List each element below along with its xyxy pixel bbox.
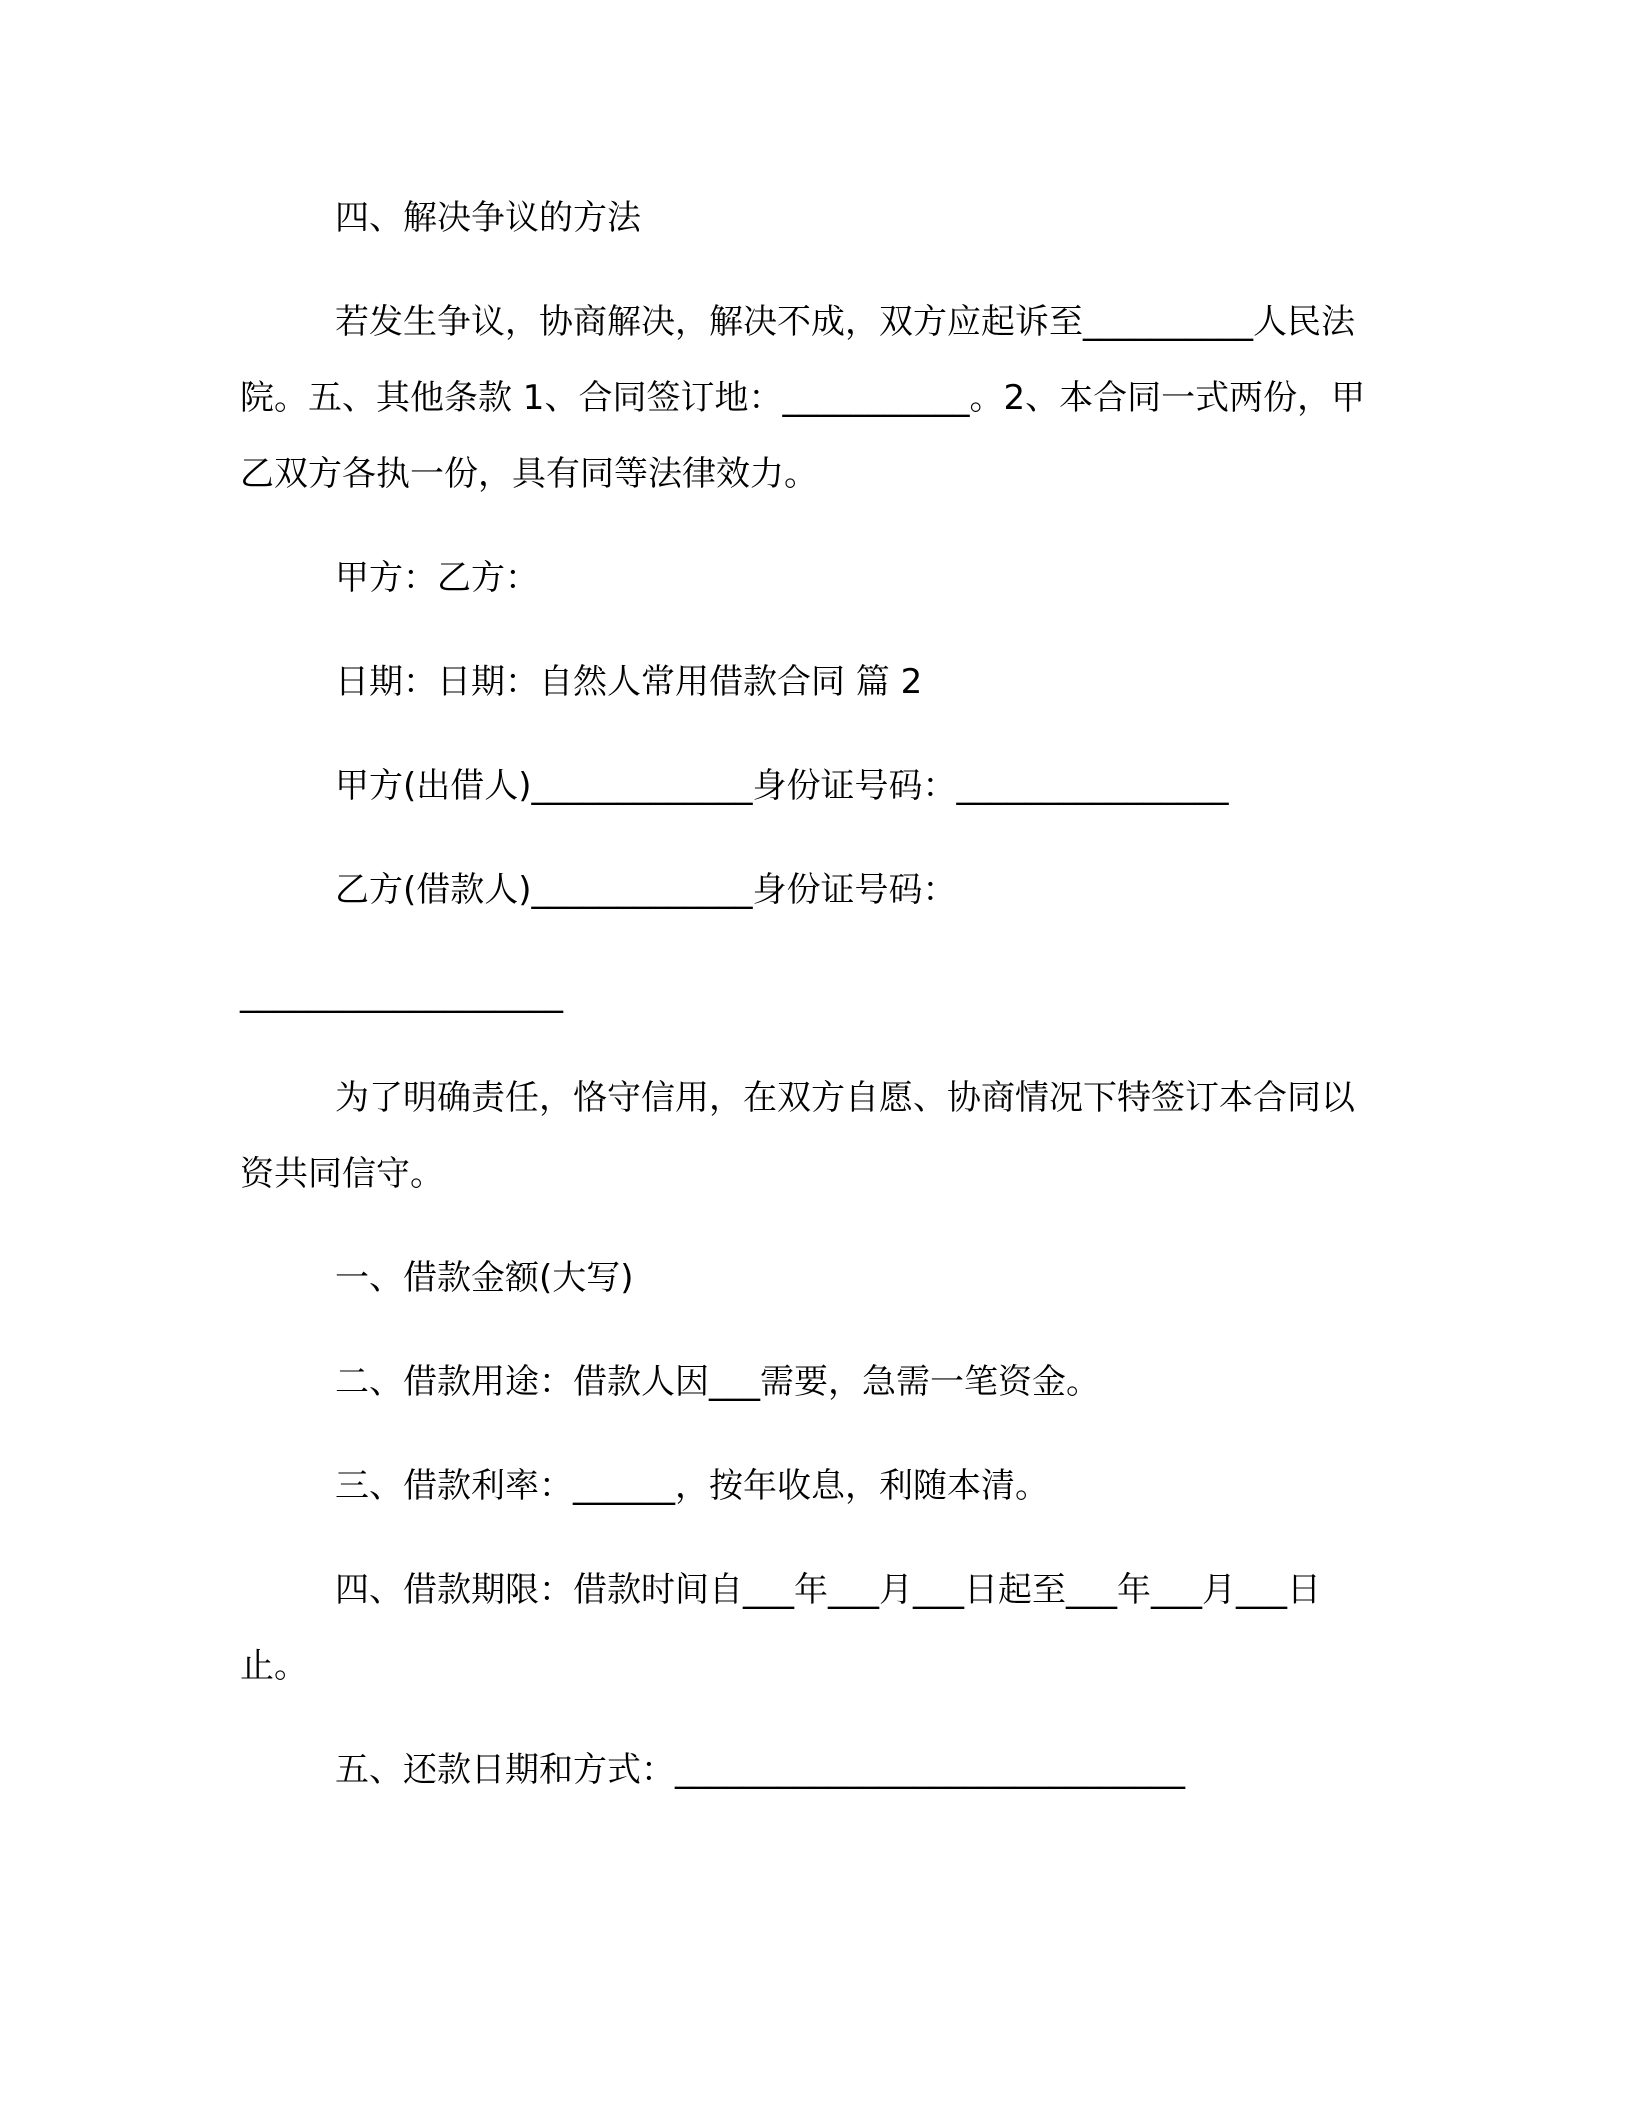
- clause-loan-term: 四、借款期限：借款时间自___年___月___日起至___年___月___日止。: [240, 1570, 1321, 1686]
- clause-loan-amount: 一、借款金额(大写): [335, 1258, 634, 1298]
- borrower-id-blank: ___________________: [240, 974, 563, 1014]
- borrower-line: 乙方(借款人)_____________身份证号码：: [335, 870, 957, 910]
- document-page: [240, 180, 1380, 1836]
- clause-interest-rate: 三、借款利率：______，按年收息，利随本清。: [335, 1466, 1049, 1506]
- clause-loan-purpose: 二、借款用途：借款人因___需要，急需一笔资金。: [335, 1362, 1100, 1402]
- section-heading-dispute: 四、解决争议的方法: [335, 198, 641, 238]
- paragraph-intro: 为了明确责任，恪守信用，在双方自愿、协商情况下特签订本合同以资共同信守。: [240, 1078, 1355, 1194]
- lender-line: 甲方(出借人)_____________身份证号码：________________: [335, 766, 1229, 806]
- date-line: 日期：日期：自然人常用借款合同 篇 2: [335, 662, 923, 702]
- clause-repayment: 五、还款日期和方式：______________________________: [335, 1750, 1185, 1790]
- paragraph-dispute-resolution: 若发生争议，协商解决，解决不成，双方应起诉至__________人民法院。五、其他条款 1、合同签订地：___________。2、本合同一式两份，甲乙双方各执一份，具有同等法律效力。: [240, 302, 1366, 494]
- party-signature-line: 甲方：乙方：: [335, 558, 539, 598]
